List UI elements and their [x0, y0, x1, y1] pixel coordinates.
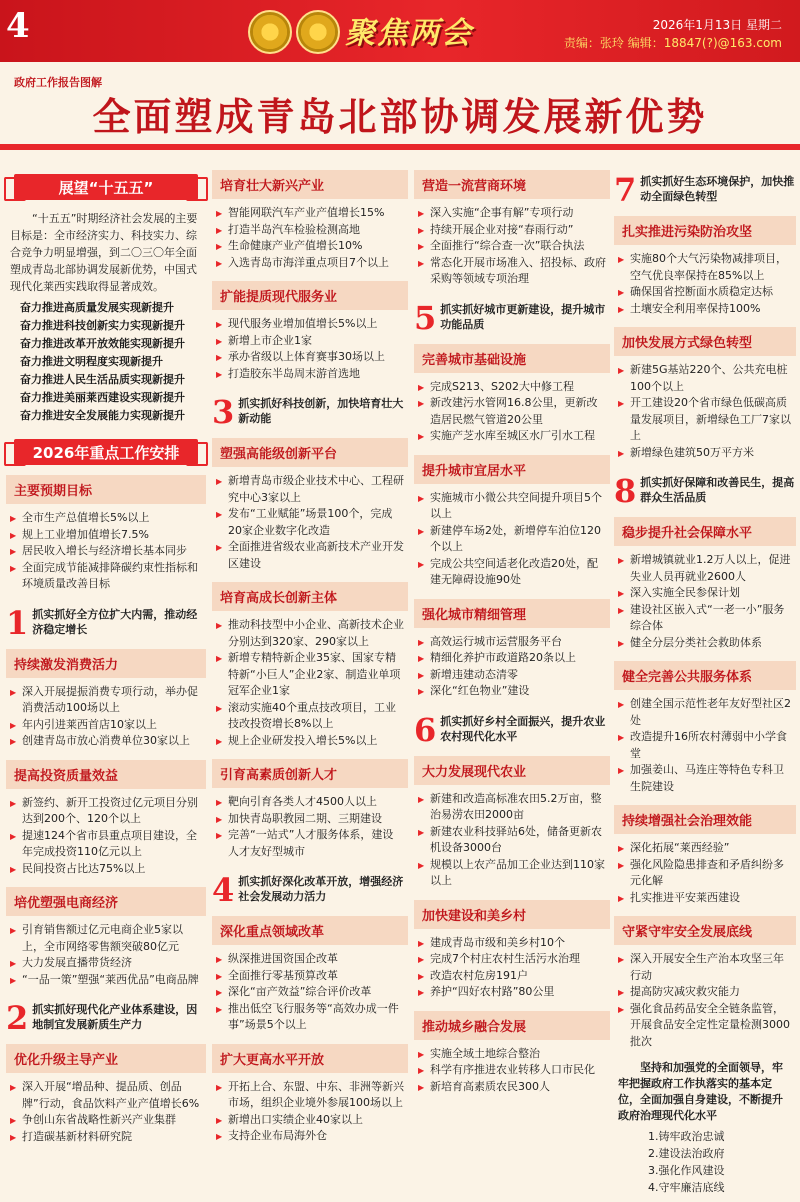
list-item: ▶ 支持企业布局海外仓 — [216, 1128, 404, 1145]
goal-line: 奋力推进文明程度实现新提升 — [20, 355, 163, 368]
goal-line: 奋力推进科技创新实力实现新提升 — [20, 319, 185, 332]
item-list — [212, 617, 408, 749]
list-item: ▶ 改造提升16所农村薄弱中小学食堂 — [618, 729, 792, 762]
list-item: ▶ 新增违建动态清零 — [418, 667, 606, 684]
numbered-item: 3.强化作风建设 — [648, 1164, 725, 1177]
item-list — [414, 1046, 610, 1096]
item-list — [614, 362, 796, 461]
item-list — [212, 473, 408, 572]
list-item: ▶ 土壤安全利用率保持100% — [618, 301, 792, 318]
goal-line: 奋力推进美丽莱西建设实现新提升 — [20, 391, 185, 404]
list-item: ▶ 新增上市企业1家 — [216, 333, 404, 350]
masthead-brand: 聚焦两会 — [345, 16, 473, 51]
section-title: 守紧守牢安全发展底线 — [614, 916, 796, 945]
item-list — [6, 510, 206, 593]
list-item: ▶ 精细化养护市政道路20条以上 — [418, 650, 606, 667]
list-item: ▶ 新建5G基站220个、公共充电桩100个以上 — [618, 362, 792, 395]
section-title: 扩能提质现代服务业 — [212, 281, 408, 310]
item-list — [212, 951, 408, 1034]
list-item: ▶ 规上企业研发投入增长5%以上 — [216, 733, 404, 750]
section-title: 扩大更高水平开放 — [212, 1044, 408, 1073]
list-item: ▶ “一品一策”塑强“莱西优品”电商品牌 — [10, 972, 202, 989]
item-list — [614, 552, 796, 651]
task-heading — [6, 603, 206, 642]
section-title: 主要预期目标 — [6, 475, 206, 504]
item-list — [212, 794, 408, 860]
item-list — [414, 791, 610, 890]
list-item: ▶ 推动科技型中小企业、高新技术企业分别达到320家、290家以上 — [216, 617, 404, 650]
list-item: ▶ 智能网联汽车产业产值增长15% — [216, 205, 404, 222]
task-number: 6 — [414, 710, 437, 749]
list-item: ▶ 确保国省控断面水质稳定达标 — [618, 284, 792, 301]
page-title: 全面塑成青岛北部协调发展新优势 — [92, 95, 708, 139]
section-title: 深化重点领域改革 — [212, 916, 408, 945]
task-text: 抓实抓好深化改革开放，增强经济社会发展动力活力 — [238, 875, 404, 903]
list-item: ▶ 改造农村危房191户 — [418, 968, 606, 985]
task-heading — [414, 710, 610, 749]
section-title: 加快建设和美乡村 — [414, 900, 610, 929]
numbered-item: 2.建设法治政府 — [648, 1147, 725, 1160]
list-item: ▶ 建成青岛市级和美乡村10个 — [418, 935, 606, 952]
task-number: 7 — [614, 171, 637, 209]
section-title: 扎实推进污染防治攻坚 — [614, 216, 796, 245]
list-item: ▶ 新改建污水管网16.8公里，更新改造居民燃气管道20公里 — [418, 395, 606, 428]
section-title: 持续激发消费活力 — [6, 649, 206, 678]
task-number: 4 — [212, 871, 235, 909]
item-list — [414, 379, 610, 445]
task-heading — [212, 393, 408, 431]
list-item: ▶ 新增出口实绩企业40家以上 — [216, 1112, 404, 1129]
editor-credit: 责编：张玲 编辑：18847(?)@163.com — [563, 36, 782, 50]
item-list — [6, 1079, 206, 1145]
list-item: ▶ 深入开展安全生产治本攻坚三年行动 — [618, 951, 792, 984]
list-item: ▶ 实施80个大气污染物减排项目，空气优良率保持在85%以上 — [618, 251, 792, 284]
list-item: ▶ 养护“四好农村路”80公里 — [418, 984, 606, 1001]
item-list — [414, 490, 610, 589]
outlook-banner: 展望“十五五” — [14, 174, 198, 200]
task-number: 8 — [614, 472, 637, 510]
list-item: ▶ 规上工业增加值增长7.5% — [10, 527, 202, 544]
intro-paragraph: “十五五”时期经济社会发展的主要目标是：全市经济实力、科技实力、综合竞争力明显增强，到二〇三〇年全面塑成青岛北部协调发展新优势，中国式现代化莱西实践取得显著成效。 — [10, 212, 198, 293]
list-item: ▶ 推出低空飞行服务等“高效办成一件事”场景5个以上 — [216, 1001, 404, 1034]
section-title: 稳步提升社会保障水平 — [614, 517, 796, 546]
section-title: 完善城市基础设施 — [414, 344, 610, 373]
list-item: ▶ 全面推行“综合查一次”联合执法 — [418, 238, 606, 255]
list-item: ▶ 强化食品药品安全全链条监管，开展食品安全定性定量检测3000批次 — [618, 1001, 792, 1051]
list-item: ▶ 完成公共空间适老化改造20处，配建无障碍设施90处 — [418, 556, 606, 589]
list-item: ▶ 承办省级以上体育赛事30场以上 — [216, 349, 404, 366]
list-item: ▶ 滚动实施40个重点技改项目，工业技改投资增长8%以上 — [216, 700, 404, 733]
cppcc-emblem-icon — [296, 10, 340, 54]
list-item: ▶ 深入实施“企事有解”专项行动 — [418, 205, 606, 222]
numbered-item: 4.守牢廉洁底线 — [648, 1181, 725, 1194]
list-item: ▶ 新签约、新开工投资过亿元项目分别达到200个、120个以上 — [10, 795, 202, 828]
list-item: ▶ 靶向引育各类人才4500人以上 — [216, 794, 404, 811]
list-item: ▶ 打造半岛汽车检验检测高地 — [216, 222, 404, 239]
task-text: 抓实抓好保障和改善民生，提高群众生活品质 — [640, 476, 795, 504]
list-item: ▶ 持续开展企业对接“春雨行动” — [418, 222, 606, 239]
task-heading — [414, 298, 610, 337]
list-item: ▶ 科学有序推进农业转移人口市民化 — [418, 1062, 606, 1079]
goal-line: 奋力推进改革开放效能实现新提升 — [20, 337, 185, 350]
section-title: 推动城乡融合发展 — [414, 1011, 610, 1040]
task-text: 抓实抓好城市更新建设，提升城市功能品质 — [440, 302, 606, 331]
list-item: ▶ 规模以上农产品加工企业达到110家以上 — [418, 857, 606, 890]
list-item: ▶ 入选青岛市海洋重点项目7个以上 — [216, 255, 404, 272]
section-title: 提升城市宜居水平 — [414, 455, 610, 484]
list-item: ▶ 提高防灾减灾救灾能力 — [618, 984, 792, 1001]
section-title: 加快发展方式绿色转型 — [614, 327, 796, 356]
list-item: ▶ 加快青岛职教园二期、三期建设 — [216, 811, 404, 828]
list-item: ▶ 全面完成节能减排降碳约束性指标和环境质量改善目标 — [10, 560, 202, 593]
list-item: ▶ 新增专精特新企业35家、国家专精特新“小巨人”企业2家、制造业单项冠军企业1家 — [216, 650, 404, 700]
goal-line: 奋力推进人民生活品质实现新提升 — [20, 373, 185, 386]
goal-line: 奋力推进高质量发展实现新提升 — [20, 301, 174, 314]
task-text: 抓实抓好乡村全面振兴，提升农业农村现代化水平 — [440, 714, 606, 743]
list-item: ▶ 深入开展“增品种、提品质、创品牌”行动，食品饮料产业产值增长6% — [10, 1079, 202, 1112]
item-list — [614, 840, 796, 906]
list-item: ▶ 完成7个村庄农村生活污水治理 — [418, 951, 606, 968]
list-item: ▶ 创建全国示范性老年友好型社区2处 — [618, 696, 792, 729]
list-item: ▶ 开拓上合、东盟、中东、非洲等新兴市场，组织企业境外参展100场以上 — [216, 1079, 404, 1112]
section-title: 提高投资质量效益 — [6, 760, 206, 789]
task-text: 抓实抓好生态环境保护，加快推动全面绿色转型 — [640, 175, 795, 203]
task-text: 抓实抓好现代化产业体系建设，因地制宜发展新质生产力 — [32, 1003, 198, 1031]
closing-paragraph: 坚持和加强党的全面领导，牢牢把握政府工作执落实的基本定位，全面加强自身建设，不断提升政府治理现代化水平 — [618, 1061, 783, 1122]
list-item: ▶ 现代服务业增加值增长5%以上 — [216, 316, 404, 333]
task-number: 1 — [6, 603, 29, 642]
list-item: ▶ 纵深推进国资国企改革 — [216, 951, 404, 968]
list-item: ▶ 深入开展提振消费专项行动，举办促消费活动100场以上 — [10, 684, 202, 717]
item-list — [414, 205, 610, 288]
item-list — [6, 922, 206, 988]
list-item: ▶ 引育销售额过亿元电商企业5家以上，全市网络零售额突破80亿元 — [10, 922, 202, 955]
numbered-list — [614, 1128, 796, 1196]
column-4 — [614, 160, 796, 1196]
page-number: 4 — [6, 6, 30, 46]
item-list — [414, 634, 610, 700]
goal-line: 奋力推进安全发展能力实现新提升 — [20, 409, 185, 422]
list-item: ▶ 健全分层分类社会救助体系 — [618, 635, 792, 652]
list-item: ▶ 完善“一站式”人才服务体系，建设人才友好型城市 — [216, 827, 404, 860]
section-title: 培育壮大新兴产业 — [212, 170, 408, 199]
list-item: ▶ 创建青岛市放心消费单位30家以上 — [10, 733, 202, 750]
list-item: ▶ 加强姜山、马连庄等特色专科卫生院建设 — [618, 762, 792, 795]
issue-date: 2026年1月13日 星期二 — [652, 18, 782, 32]
list-item: ▶ 全市生产总值增长5%以上 — [10, 510, 202, 527]
list-item: ▶ 实施城市小微公共空间提升项目5个以上 — [418, 490, 606, 523]
column-1 — [6, 160, 206, 1145]
task-heading — [614, 171, 796, 209]
list-item: ▶ 生命健康产业产值增长10% — [216, 238, 404, 255]
column-2 — [212, 160, 408, 1145]
list-item: ▶ 建设社区嵌入式“一老一小”服务综合体 — [618, 602, 792, 635]
section-title: 引育高素质创新人才 — [212, 759, 408, 788]
item-list — [614, 251, 796, 317]
section-title: 培优塑强电商经济 — [6, 887, 206, 916]
list-item: ▶ 深化“亩产效益”综合评价改革 — [216, 984, 404, 1001]
masthead — [0, 0, 800, 62]
list-item: ▶ 实施产芝水库至城区水厂引水工程 — [418, 428, 606, 445]
list-item: ▶ 打造胶东半岛周末游首选地 — [216, 366, 404, 383]
list-item: ▶ 深化拓展“莱西经验” — [618, 840, 792, 857]
list-item: ▶ 开工建设20个省市绿色低碳高质量发展项目，新增绿色工厂7家以上 — [618, 395, 792, 445]
list-item: ▶ 扎实推进平安莱西建设 — [618, 890, 792, 907]
list-item: ▶ 发布“工业赋能”场景100个，完成20家企业数字化改造 — [216, 506, 404, 539]
section-title: 强化城市精细管理 — [414, 599, 610, 628]
task-number: 2 — [6, 999, 29, 1037]
list-item: ▶ 争创山东省战略性新兴产业集群 — [10, 1112, 202, 1129]
section-title: 塑强高能级创新平台 — [212, 438, 408, 467]
item-list — [614, 696, 796, 795]
list-item: ▶ 新增青岛市级企业技术中心、工程研究中心3家以上 — [216, 473, 404, 506]
list-item: ▶ 强化风险隐患排查和矛盾纠纷多元化解 — [618, 857, 792, 890]
section-title: 大力发展现代农业 — [414, 756, 610, 785]
divider — [0, 144, 800, 150]
section-title: 健全完善公共服务体系 — [614, 661, 796, 690]
section-title: 营造一流营商环境 — [414, 170, 610, 199]
list-item: ▶ 新建和改造高标准农田5.2万亩，整治易涝农田2000亩 — [418, 791, 606, 824]
list-item: ▶ 打造碳基新材料研究院 — [10, 1129, 202, 1146]
task-number: 3 — [212, 393, 235, 431]
task-text: 抓实抓好全方位扩大内需，推动经济稳定增长 — [32, 607, 198, 636]
list-item: ▶ 完成S213、S202大中修工程 — [418, 379, 606, 396]
list-item: ▶ 实施全域土地综合整治 — [418, 1046, 606, 1063]
list-item: ▶ 大力发展直播带货经济 — [10, 955, 202, 972]
task-heading — [212, 871, 408, 909]
national-emblem-icon — [248, 10, 292, 54]
task-heading — [614, 472, 796, 510]
list-item: ▶ 新增绿色建筑50万平方米 — [618, 445, 792, 462]
item-list — [414, 935, 610, 1001]
item-list — [212, 205, 408, 271]
numbered-item: 1.铸牢政治忠诚 — [648, 1130, 725, 1143]
list-item: ▶ 全面推行零基预算改革 — [216, 968, 404, 985]
item-list — [212, 316, 408, 382]
item-list — [6, 684, 206, 750]
list-item: ▶ 深化“红色物业”建设 — [418, 683, 606, 700]
goal-lines — [6, 299, 206, 425]
list-item: ▶ 常态化开展市场准入、招投标、政府采购等领域专项治理 — [418, 255, 606, 288]
list-item: ▶ 年内引进莱西首店10家以上 — [10, 717, 202, 734]
section-tag: 政府工作报告图解 — [14, 76, 102, 89]
plan-banner: 2026年重点工作安排 — [14, 439, 198, 465]
list-item: ▶ 全面推进省级农业高新技术产业开发区建设 — [216, 539, 404, 572]
list-item: ▶ 居民收入增长与经济增长基本同步 — [10, 543, 202, 560]
section-title: 持续增强社会治理效能 — [614, 805, 796, 834]
list-item: ▶ 新增城镇就业1.2万人以上，促进失业人员再就业2600人 — [618, 552, 792, 585]
list-item: ▶ 新培育高素质农民300人 — [418, 1079, 606, 1096]
item-list — [6, 795, 206, 878]
list-item: ▶ 民间投资占比达75%以上 — [10, 861, 202, 878]
column-3 — [414, 160, 610, 1095]
section-title: 优化升级主导产业 — [6, 1044, 206, 1073]
task-number: 5 — [414, 298, 437, 337]
section-title: 培育高成长创新主体 — [212, 582, 408, 611]
item-list — [614, 951, 796, 1050]
item-list — [212, 1079, 408, 1145]
list-item: ▶ 提速124个省市县重点项目建设，全年完成投资110亿元以上 — [10, 828, 202, 861]
list-item: ▶ 高效运行城市运营服务平台 — [418, 634, 606, 651]
list-item: ▶ 新建农业科技驿站6处，储备更新农机设备3000台 — [418, 824, 606, 857]
task-text: 抓实抓好科技创新，加快培育壮大新动能 — [238, 397, 404, 425]
list-item: ▶ 新建停车场2处，新增停车泊位120个以上 — [418, 523, 606, 556]
task-heading — [6, 999, 206, 1037]
list-item: ▶ 深入实施全民参保计划 — [618, 585, 792, 602]
